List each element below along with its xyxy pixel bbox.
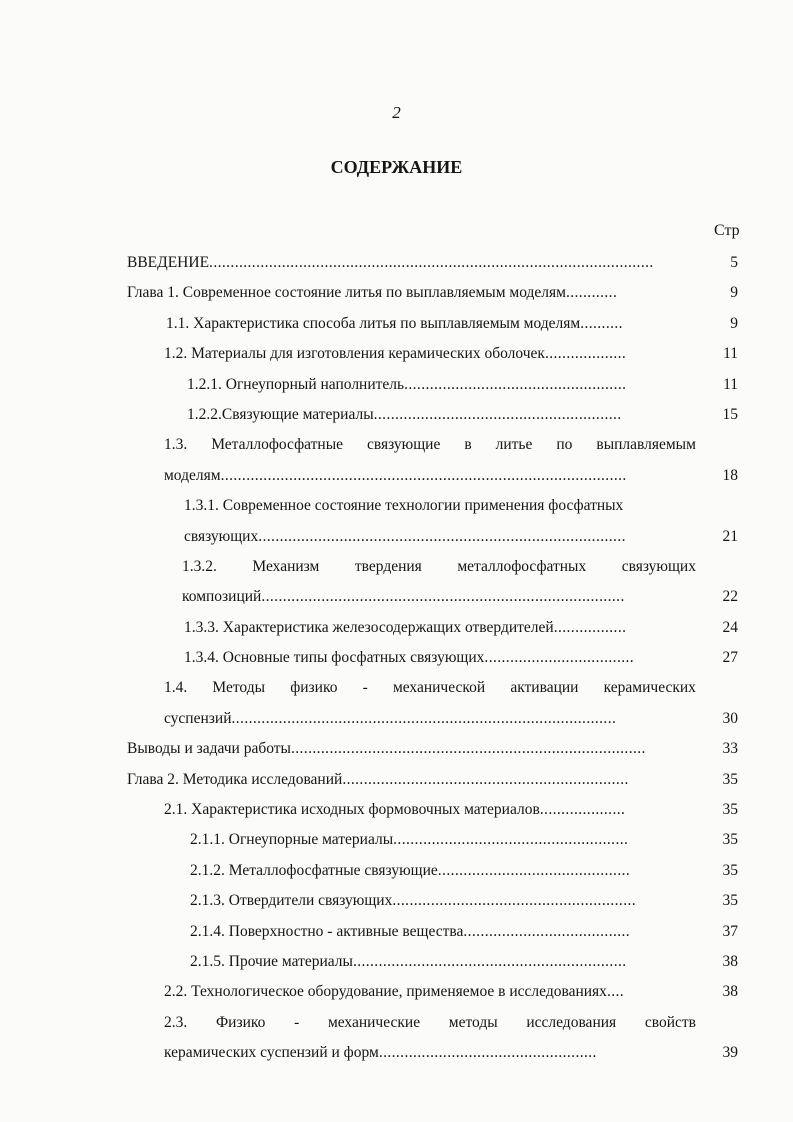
toc-leader-dots: ........................................................................................................ <box>209 254 654 271</box>
toc-entry <box>0 370 793 400</box>
toc-entry-title: 1.2.1. Огнеупорный наполнитель <box>187 375 405 393</box>
toc-entry-title: 2.2. Технологическое оборудование, применяемое в исследованиях <box>164 983 607 1001</box>
toc-entry <box>0 856 793 886</box>
table-of-contents <box>0 248 793 1069</box>
toc-entry-title-justified: 1.3.2. Механизм твердения металлофосфатных связующих <box>182 557 696 575</box>
toc-entry-title: связующих <box>184 527 259 545</box>
toc-leader-dots: ................. <box>553 618 627 636</box>
toc-leader-dots: ....................................................... <box>393 831 629 849</box>
toc-leader-dots: ............................................. <box>437 861 631 879</box>
toc-entry-page: 22 <box>722 588 738 606</box>
toc-entry-title: композиций <box>182 588 262 606</box>
toc-entry-page: 18 <box>722 466 738 484</box>
toc-leader-dots: ............ <box>565 284 618 302</box>
toc-entry-page: 5 <box>730 254 738 271</box>
toc-entry-page: 38 <box>722 983 738 1001</box>
toc-leader-dots: ...................................................................................... <box>258 527 626 545</box>
toc-entry-title: Глава 2. Методика исследований <box>127 770 343 788</box>
toc-entry-page: 38 <box>722 952 738 970</box>
toc-entry-page: 11 <box>723 375 738 393</box>
toc-leader-dots: ................................................... <box>378 1044 597 1062</box>
toc-entry-title: 2.1.2. Металлофосфатные связующие <box>190 861 438 879</box>
toc-leader-dots: ..................................................................................... <box>261 588 625 606</box>
toc-entry-page: 35 <box>722 892 738 910</box>
toc-entry <box>0 461 793 491</box>
toc-leader-dots: ................................................................ <box>352 952 627 970</box>
toc-entry <box>0 825 793 855</box>
toc-entry <box>0 795 793 825</box>
toc-leader-dots: .................................................... <box>404 375 627 393</box>
toc-entry-title: Выводы и задачи работы <box>127 740 291 758</box>
toc-leader-dots: ............................................................................................... <box>220 466 627 484</box>
toc-entry-title: Глава 1. Современное состояние литья по выплавляемым моделям <box>127 284 566 302</box>
toc-entry <box>0 491 793 521</box>
toc-entry <box>0 613 793 643</box>
toc-leader-dots: .......................................................................................... <box>231 709 617 727</box>
toc-entry-title: 1.3.1. Современное состояние технологии применения фосфатных <box>184 497 624 515</box>
toc-entry-page: 9 <box>730 314 738 332</box>
toc-entry-title: 1.2. Материалы для изготовления керамических оболочек <box>164 345 545 363</box>
toc-entry <box>0 430 793 460</box>
toc-leader-dots: .................... <box>539 801 626 819</box>
toc-entry-title: керамических суспензий и форм <box>164 1044 379 1062</box>
toc-entry-page: 21 <box>722 527 738 545</box>
toc-entry-title: ВВЕДЕНИЕ <box>127 254 210 271</box>
toc-entry <box>0 278 793 308</box>
toc-entry-title: 2.1.1. Огнеупорные материалы <box>190 831 394 849</box>
toc-leader-dots: ................................................................................... <box>290 740 646 758</box>
toc-entry-page: 35 <box>722 831 738 849</box>
toc-entry-title: 2.1.4. Поверхностно - активные вещества <box>190 922 464 940</box>
toc-leader-dots: ................................... <box>484 649 635 667</box>
toc-entry-page: 27 <box>722 649 738 667</box>
page-column-label: Стр <box>714 222 740 239</box>
page-number: 2 <box>392 103 401 122</box>
toc-entry-title-justified: 2.3. Физико - механические методы исследования свойств <box>164 1013 696 1031</box>
toc-entry-title: моделям <box>164 466 221 484</box>
toc-entry-title: 1.3.4. Основные типы фосфатных связующих <box>184 649 485 667</box>
toc-entry <box>0 765 793 795</box>
toc-entry-page: 33 <box>722 740 738 758</box>
toc-entry-title: 1.3.3. Характеристика железосодержащих отвердителей <box>184 618 554 636</box>
toc-leader-dots: ................... <box>544 345 627 363</box>
toc-leader-dots: .......................................................... <box>373 405 622 423</box>
toc-leader-dots: ................................................................... <box>342 770 629 788</box>
toc-entry-page: 9 <box>730 284 738 302</box>
toc-entry-page: 39 <box>722 1044 738 1062</box>
toc-entry <box>0 522 793 552</box>
toc-entry <box>0 552 793 582</box>
toc-entry <box>0 339 793 369</box>
toc-entry-title: 2.1.5. Прочие материалы <box>190 952 353 970</box>
toc-entry-page: 35 <box>722 801 738 819</box>
toc-entry-page: 37 <box>722 922 738 940</box>
toc-entry-page: 24 <box>722 618 738 636</box>
toc-entry <box>0 309 793 339</box>
toc-entry <box>0 643 793 673</box>
toc-entry-page: 11 <box>723 345 738 363</box>
toc-entry-title: суспензий <box>164 709 232 727</box>
toc-entry-title-justified: 1.3. Металлофосфатные связующие в литье по выплавляемым <box>164 436 696 454</box>
toc-entry-page: 35 <box>722 861 738 879</box>
toc-entry-page: 30 <box>722 709 738 727</box>
toc-leader-dots: .......... <box>580 314 623 332</box>
toc-entry-page: 15 <box>722 405 738 423</box>
document-title: СОДЕРЖАНИЕ <box>330 157 463 177</box>
toc-leader-dots: ....................................... <box>463 922 631 940</box>
toc-entry-page: 35 <box>722 770 738 788</box>
toc-entry <box>0 400 793 430</box>
toc-entry <box>0 1008 793 1038</box>
toc-entry <box>0 704 793 734</box>
toc-entry <box>0 917 793 947</box>
toc-entry <box>0 1038 793 1068</box>
toc-entry-title: 2.1.3. Отвердители связующих <box>190 892 393 910</box>
toc-entry <box>0 582 793 612</box>
toc-entry-title: 1.1. Характеристика способа литья по выплавляемым моделям <box>166 314 581 332</box>
toc-entry-title-justified: 1.4. Методы физико - механической активации керамических <box>164 679 696 697</box>
toc-entry <box>0 673 793 703</box>
toc-entry-title: 2.1. Характеристика исходных формовочных материалов <box>164 801 540 819</box>
toc-leader-dots: ......................................................... <box>392 892 637 910</box>
toc-entry <box>0 734 793 764</box>
toc-entry <box>0 886 793 916</box>
toc-leader-dots: .... <box>606 983 625 1001</box>
toc-entry-title: 1.2.2.Связующие материалы <box>187 405 374 423</box>
toc-entry <box>0 977 793 1007</box>
toc-entry <box>0 248 793 278</box>
toc-entry <box>0 947 793 977</box>
